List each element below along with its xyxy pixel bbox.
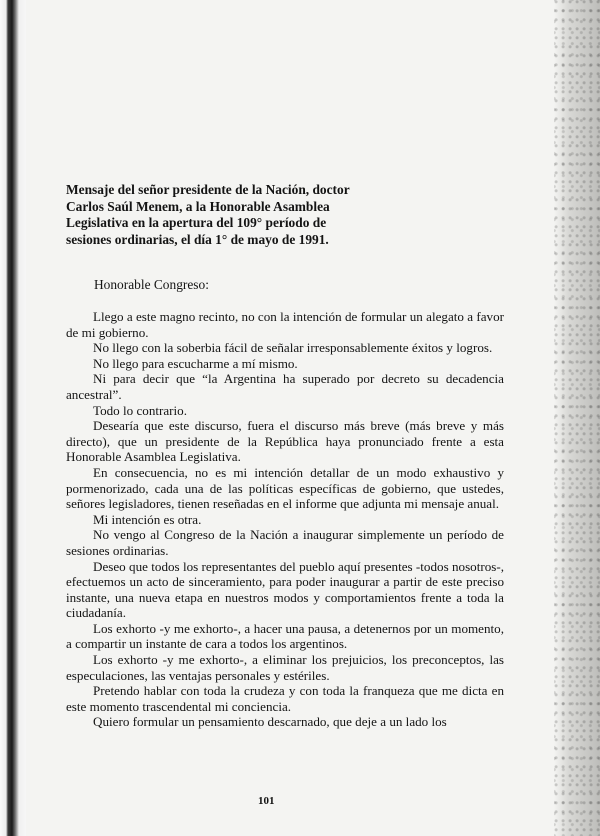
document-title: Mensaje del señor presidente de la Nación, doctor Carlos Saúl Menem, a la Honorable Asamblea Legislativa en la apertura del 109° período de sesiones ordinarias, el día 1° de mayo de 1991.: [66, 182, 350, 247]
page-number: 101: [258, 795, 275, 807]
paragraph: En consecuencia, no es mi intención detallar de un modo exhaustivo y pormenorizado, cada una de las políticas específicas de gobierno, que ustedes, señores legisladores, tienen reseñadas en el informe que adjunta mi mensaje anual.: [66, 464, 504, 512]
paragraph: Deseo que todos los representantes del pueblo aquí presentes -todos nosotros-, efectuemos un acto de sinceramiento, para poder inaugurar a partir de este preciso instante, una nueva etapa en nuestros modos y comportamientos frente a toda la ciudadanía.: [66, 558, 504, 621]
paragraph: Ni para decir que “la Argentina ha superado por decreto su decadencia ancestral”.: [66, 371, 504, 402]
paragraph: Todo lo contrario.: [93, 402, 187, 418]
paragraph: Desearía que este discurso, fuera el discurso más breve (más breve y más directo), que un presidente de la República haya pronunciado frente a esta Honorable Asamblea Legislativa.: [66, 418, 504, 465]
paragraph: No llego para escucharme a mí mismo.: [93, 355, 298, 371]
paragraph: No llego con la soberbia fácil de señalar irresponsablemente éxitos y logros.: [93, 340, 493, 356]
paragraph: Mi intención es otra.: [93, 511, 202, 527]
paragraph: Llego a este magno recinto, no con la intención de formular un alegato a favor de mi gobierno.: [66, 309, 504, 340]
document-page: [26, 0, 554, 836]
paragraph: Quiero formular un pensamiento descarnado, que deje a un lado los: [93, 714, 447, 730]
paragraph: Pretendo hablar con toda la crudeza y con toda la franqueza que me dicta en este momento trascendental mi conciencia.: [66, 683, 504, 714]
scan-binding-edge: [0, 0, 26, 836]
speech-body: [66, 307, 504, 730]
paragraph: Los exhorto -y me exhorto-, a hacer una pausa, a detenernos por un momento, a compartir un instante de cara a todos los argentinos.: [66, 620, 504, 652]
paragraph: No vengo al Congreso de la Nación a inaugurar simplemente un período de sesiones ordinarias.: [66, 527, 504, 558]
paragraph: Los exhorto -y me exhorto-, a eliminar los prejuicios, los preconceptos, las especulaciones, las ventajas personales y estériles.: [66, 652, 504, 683]
salutation: Honorable Congreso:: [94, 277, 209, 292]
scan-page-edge: [554, 0, 600, 836]
